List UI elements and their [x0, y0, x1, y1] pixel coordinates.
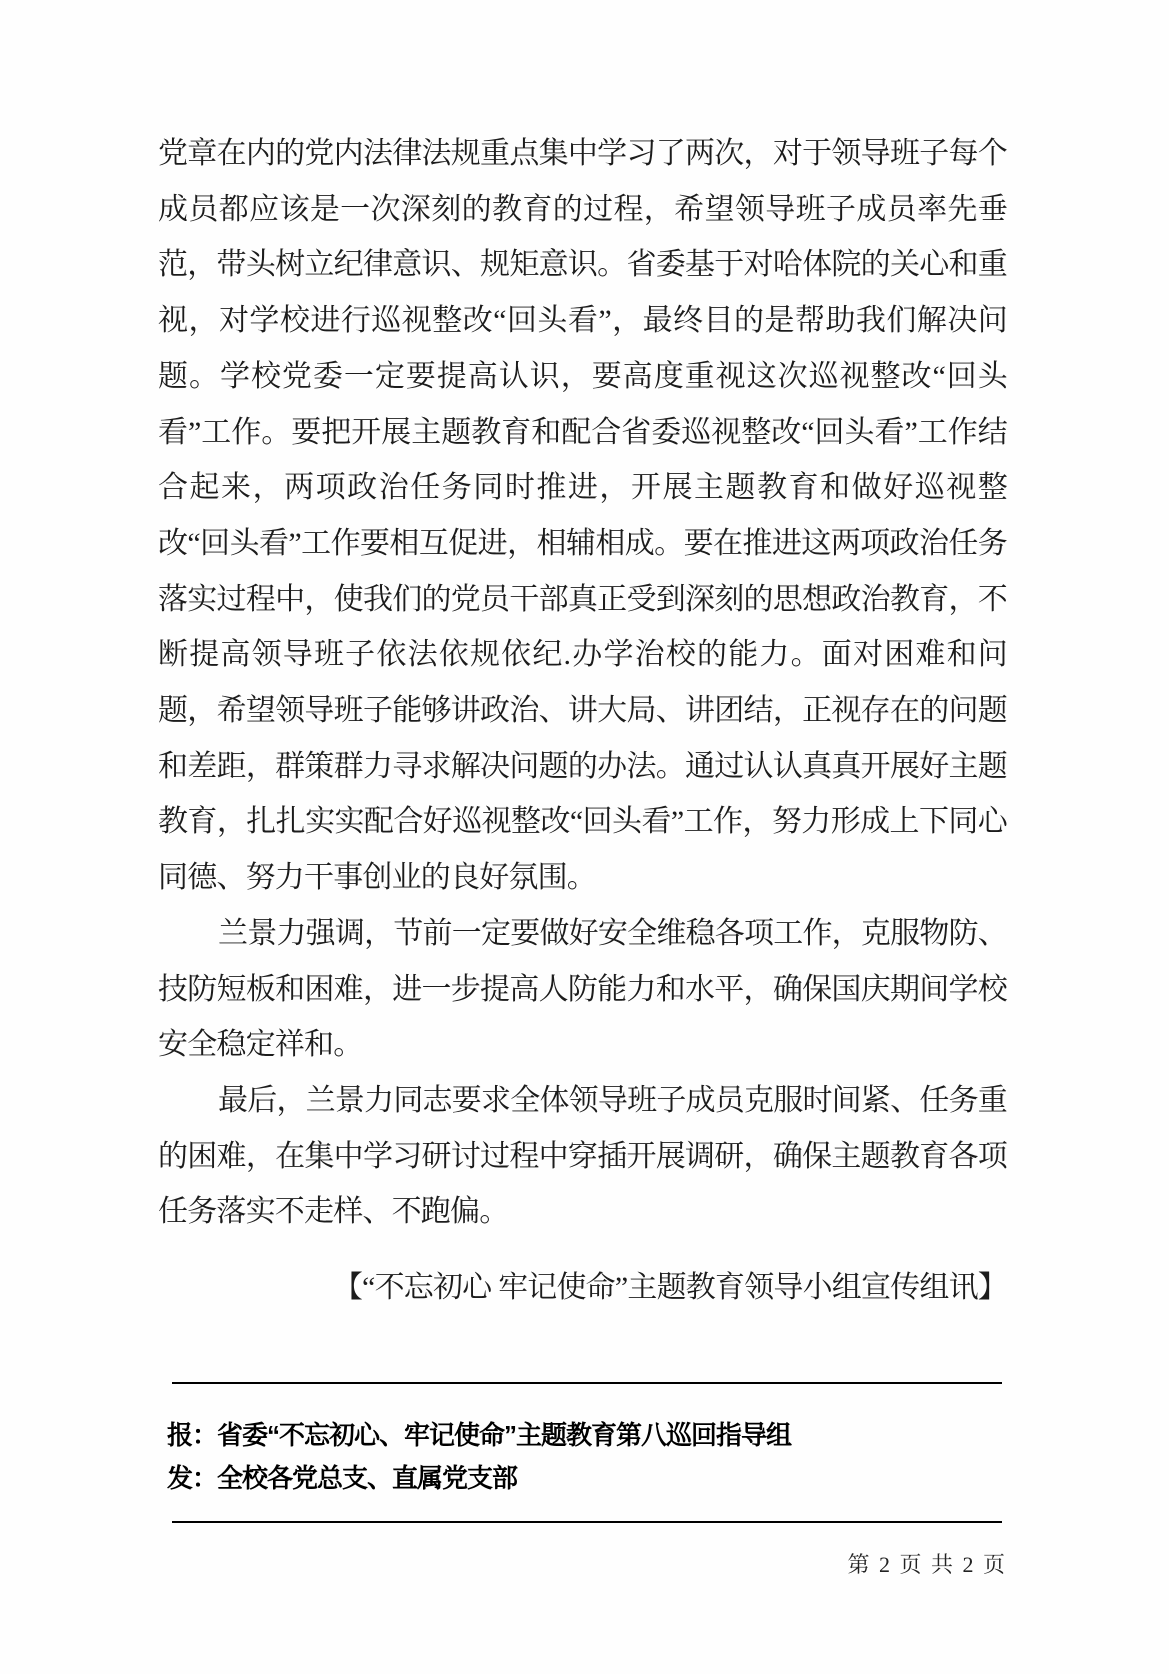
attribution-line: 【“不忘初心 牢记使命”主题教育领导小组宣传组讯】 — [332, 1271, 1007, 1304]
page-number: 第 2 页 共 2 页 — [847, 1552, 1007, 1577]
footer-distribution-line: 发：全校各党总支、直属党支部 — [167, 1463, 518, 1493]
body-text-block — [158, 126, 1007, 1240]
footer-top-rule — [172, 1382, 1002, 1384]
footer-report-line: 报：省委“不忘初心、牢记使命”主题教育第八巡回指导组 — [167, 1420, 792, 1450]
body-paragraph-continued: 党章在内的党内法律法规重点集中学习了两次，对于领导班子每个成员都应该是一次深刻的教育的过程，希望领导班子成员率先垂范，带头树立纪律意识、规矩意识。省委基于对哈体院的关心和重视，对学校进行巡视整改“回头看”，最终目的是帮助我们解决问题。学校党委一定要提高认识，要高度重视这次巡视整改“回头看”工作。要把开展主题教育和配合省委巡视整改“回头看”工作结合起来，两项政治任务同时推进，开展主题教育和做好巡视整改“回头看”工作要相互促进，相辅相成。要在推进这两项政治任务落实过程中，使我们的党员干部真正受到深刻的思想政治教育，不断提高领导班子依法依规依纪.办学治校的能力。面对困难和问题，希望领导班子能够讲政治、讲大局、讲团结，正视存在的问题和差距，群策群力寻求解决问题的办法。通过认认真真开展好主题教育，扎扎实实配合好巡视整改“回头看”工作，努力形成上下同心同德、努力干事创业的良好氛围。 — [158, 137, 1007, 895]
footer-bottom-rule — [172, 1521, 1002, 1523]
body-paragraph-security: 兰景力强调，节前一定要做好安全维稳各项工作，克服物防、技防短板和困难，进一步提高人防能力和水平，确保国庆期间学校安全稳定祥和。 — [158, 916, 1007, 1062]
body-paragraph-closing: 最后，兰景力同志要求全体领导班子成员克服时间紧、任务重的困难，在集中学习研讨过程中穿插开展调研，确保主题教育各项任务落实不走样、不跑偏。 — [158, 1083, 1007, 1229]
